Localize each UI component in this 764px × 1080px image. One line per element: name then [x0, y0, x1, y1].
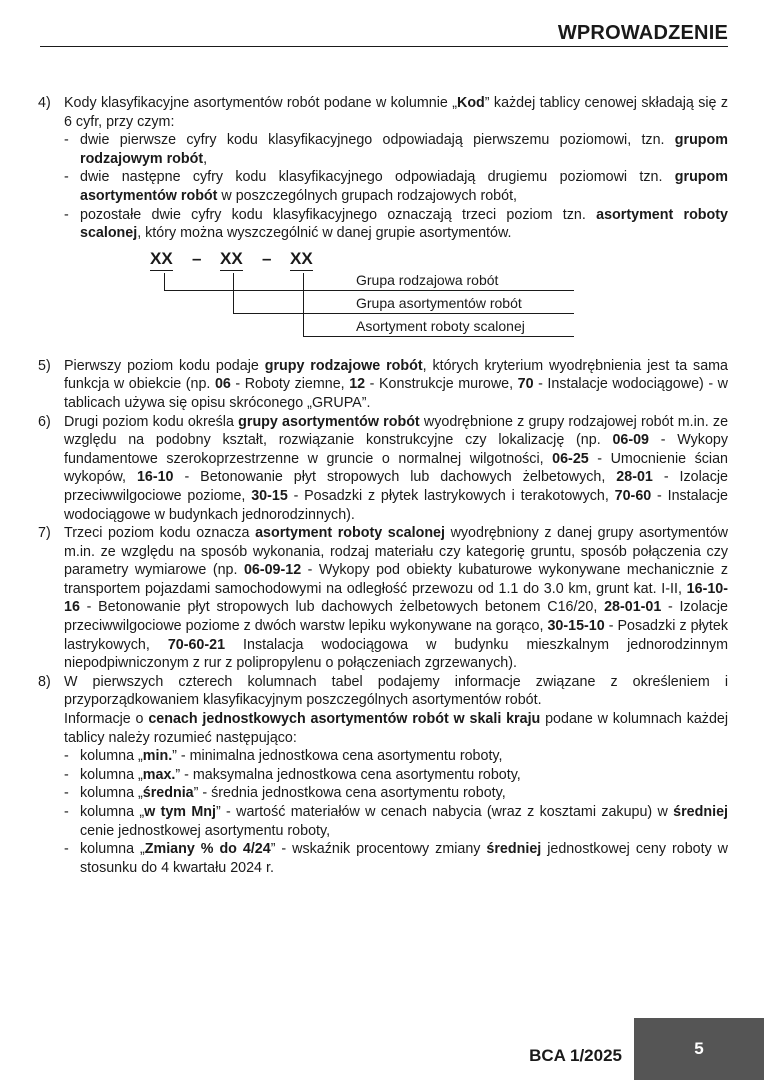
code-separator: –: [192, 248, 202, 268]
item-number: 8): [38, 673, 51, 690]
code-structure-diagram: [38, 249, 728, 351]
code-segment-2: XX: [220, 249, 243, 271]
column-def-materials: - kolumna „w tym Mnj” - wartość materiałów w cenach nabycia (wraz z kosztami zakupu) w średniej cenie jednostkowej asortymentu roboty,: [64, 804, 728, 839]
item-4-bullet-2: - dwie następne cyfry kodu klasyfikacyjnego odpowiadają drugiemu poziomowi tzn. grupom asortymentów robót w poszczególnych grupach rodzajowych robót,: [64, 169, 728, 204]
publication-label: BCA 1/2025: [529, 1046, 622, 1065]
code-separator: –: [262, 248, 272, 268]
page-header-title: WPROWADZENIE: [557, 22, 728, 44]
list-item-8: [38, 673, 728, 878]
list-item-7: 7) Trzeci poziom kodu oznacza asortyment roboty scalonej wyodrębniony z danej grupy asortymentów m.in. ze względu na sposób wykonania, rodzaj materiału czy kategorię gruntu, sposób połączenia czy parametry wymiarowe (np. 06-09-12 - Wykopy pod obiekty kubaturowe wykonywane mechanicznie z transportem pojazdami samochodowymi na odległość przewozu od 1.1 do 3.0 km, grunt kat. I-II, 16-10-16 - Betonowanie płyt stropowych lub dachowych żelbetowych betonem C16/20, 28-01-01 - Izolacje przeciwwilgociowe poziome z dwóch warstw lepiku wykonywane na gorąco, 30-15-10 - Posadzki z płytek lastrykowych, 70-60-21 Instalacja wodociągowa w budynku mieszkalnym jednorodzinnym niepodpiwniczonym z rur z polipropylenu o połączeniach zgrzewanych).: [38, 525, 729, 672]
item-number: 5): [38, 357, 51, 374]
list-item-5: 5) Pierwszy poziom kodu podaje grupy rodzajowe robót, których kryterium wyodrębnienia jest ta sama funkcja w obiekcie (np. 06 - Roboty ziemne, 12 - Konstrukcje murowe, 70 - Instalacje wodociągowe) - w tablicach używa się opisu skróconego „GRUPA”.: [38, 357, 729, 411]
item-8-paragraph-1: W pierwszych czterech kolumnach tabel podajemy informacje związane z określeniem i przyporządkowaniem klasyfikacyjnym poszczególnych asortymentów robót.: [64, 673, 728, 709]
item-number: 6): [38, 413, 51, 430]
item-4-bullet-3: - pozostałe dwie cyfry kodu klasyfikacyjnego oznaczają trzeci poziom tzn. asortyment roboty scalonej, który można wyszczególnić w danej grupie asortymentów.: [64, 206, 728, 242]
list-item-4: [38, 94, 728, 243]
code-segment-1: XX: [150, 249, 173, 271]
connector-line: [164, 273, 165, 290]
column-def-changes: - kolumna „Zmiany % do 4/24” - wskaźnik procentowy zmiany średniej jednostkowej ceny roboty w stosunku do 4 kwartału 2024 r.: [64, 841, 728, 876]
item-number: 7): [38, 525, 51, 542]
connector-line: [164, 290, 574, 291]
document-body: [38, 94, 728, 877]
connector-line: [233, 313, 574, 314]
item-number: 4): [38, 95, 51, 111]
header-divider: [40, 46, 728, 47]
item-4-bullet-1: - dwie pierwsze cyfry kodu klasyfikacyjnego odpowiadają pierwszemu poziomowi, tzn. grupom rodzajowym robót,: [64, 132, 728, 167]
diagram-label-group-type: Grupa rodzajowa robót: [356, 271, 499, 288]
column-def-max: - kolumna „max.” - maksymalna jednostkowa cena asortymentu roboty,: [64, 766, 521, 783]
diagram-label-consolidated-work: Asortyment roboty scalonej: [356, 317, 525, 334]
column-def-min: - kolumna „min.” - minimalna jednostkowa cena asortymentu roboty,: [64, 748, 503, 765]
list-item-6: 6) Drugi poziom kodu określa grupy asortymentów robót wyodrębnione z grupy rodzajowej robót m.in. ze względu na podobny kształt, rozwiązanie konstrukcyjne czy lokalizację (np. 06-09 - Wykopy fundamentowe szerokoprzestrzenne w gruncie o normalnej wilgotności, 06-25 - Umocnienie ścian wykopów, 16-10 - Betonowanie płyt stropowych lub dachowych żelbetowych, 28-01 - Izolacje przeciwwilgociowe poziome, 30-15 - Posadzki z płytek lastrykowych i terakotowych, 70-60 - Instalacje wodociągowe w budynkach jednorodzinnych).: [38, 413, 729, 523]
item-4-intro: Kody klasyfikacyjne asortymentów robót podane w kolumnie „Kod” każdej tablicy cenowej składają się z 6 cyfr, przy czym:: [64, 95, 728, 130]
code-segment-3: XX: [290, 249, 313, 271]
connector-line: [233, 273, 234, 313]
connector-line: [303, 336, 574, 337]
page-number: 5: [634, 1018, 764, 1080]
diagram-label-assortment-group: Grupa asortymentów robót: [356, 294, 522, 311]
item-8-paragraph-2: Informacje o cenach jednostkowych asortymentów robót w skali kraju podane w kolumnach każdej tablicy należy rozumieć następująco:: [64, 711, 729, 746]
connector-line: [303, 273, 304, 336]
column-def-average: - kolumna „średnia” - średnia jednostkowa cena asortymentu roboty,: [64, 785, 506, 802]
